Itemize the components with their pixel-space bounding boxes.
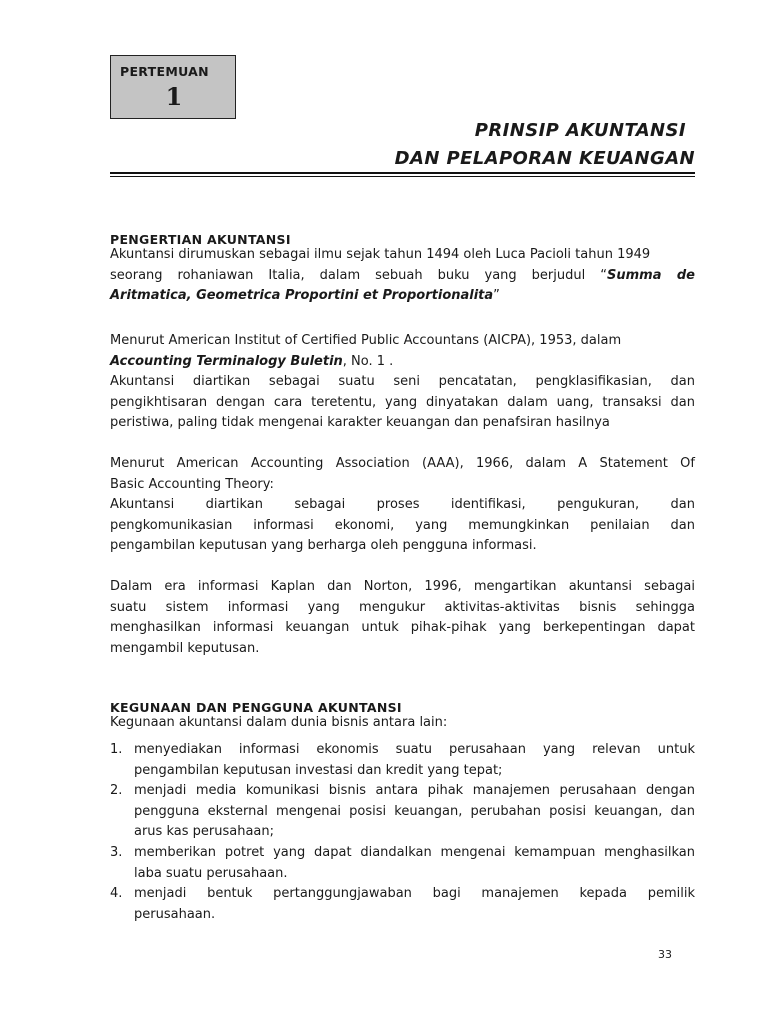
text-line: Kegunaan akuntansi dalam dunia bisnis antara lain: [110,715,448,730]
meeting-label: PERTEMUAN [120,64,209,79]
text-line: suatu sistem informasi yang mengukur aktivitas-aktivitas bisnis sehingga [110,599,695,615]
list-item [110,884,695,925]
text-span: seorang rohaniawan Italia, dalam sebuah buku yang berjudul “ [110,267,607,283]
text-line: pengkomunikasian informasi ekonomi, yang memungkinkan penilaian dan [110,517,695,533]
text-line: perusahaan. [134,906,216,922]
chapter-title-line-1: PRINSIP AKUNTANSI [474,120,686,141]
text-line: pengguna eksternal mengenai posisi keuangan, perubahan posisi keuangan, dan [134,803,695,819]
paragraph-pacioli [110,245,695,307]
text-line: menyediakan informasi ekonomis suatu perusahaan yang relevan untuk [134,742,695,757]
section-heading-kegunaan: KEGUNAAN DAN PENGGUNA AKUNTANSI [110,700,402,715]
text-line [110,286,695,307]
list-item [110,740,695,781]
book-title-italic: Summa de [606,267,695,283]
list-number: 4. [110,886,123,902]
list-item [110,781,695,843]
chapter-title-line-2: DAN PELAPORAN KEUANGAN [394,148,695,169]
list-item [110,843,695,884]
book-title-italic: Aritmatica, Geometrica Proportini et Proportionalita [110,288,494,304]
text-line: Dalam era informasi Kaplan dan Norton, 1996, mengartikan akuntansi sebagai [110,579,695,594]
paragraph-aicpa [110,331,695,434]
text-line: pengambilan keputusan yang berharga oleh pengguna informasi. [110,538,537,554]
text-span: ” [493,288,500,304]
text-span: , No. 1 . [342,353,394,369]
text-line: Menurut American Institut of Certified Public Accountans (AICPA), 1953, dalam [110,333,622,348]
kegunaan-intro [110,713,695,734]
page-number: 33 [658,948,672,961]
text-line: menjadi bentuk pertanggungjawaban bagi manajemen kepada pemilik [134,886,695,902]
text-line: peristiwa, paling tidak mengenai karakter keuangan dan penafsiran hasilnya [110,415,610,431]
text-line: Basic Accounting Theory: [110,476,274,492]
meeting-number: 1 [165,82,183,111]
text-line: menghasilkan informasi keuangan untuk pihak-pihak yang berkepentingan dapat [110,620,695,636]
paragraph-kaplan-norton [110,577,695,659]
title-rule-thick [110,172,695,174]
text-line: memberikan potret yang dapat diandalkan mengenai kemampuan menghasilkan [134,844,695,860]
meeting-box [110,55,236,119]
text-line [110,352,695,373]
text-line: pengambilan keputusan investasi dan kredit yang tepat; [134,762,503,778]
text-line: Akuntansi diartikan sebagai proses identifikasi, pengukuran, dan [110,497,695,513]
kegunaan-list [110,740,695,925]
text-line: Akuntansi diartikan sebagai suatu seni pencatatan, pengklasifikasian, dan [110,374,695,390]
text-line: arus kas perusahaan; [134,824,274,840]
bulletin-title-italic: Accounting Terminalogy Buletin [110,353,343,369]
text-line: laba suatu perusahaan. [134,865,288,881]
list-number: 2. [110,783,123,799]
text-line: mengambil keputusan. [110,640,260,656]
list-number: 3. [110,844,123,860]
text-line: Akuntansi dirumuskan sebagai ilmu sejak tahun 1494 oleh Luca Pacioli tahun 1949 [110,247,651,262]
list-number: 1. [110,742,123,757]
section-heading-pengertian: PENGERTIAN AKUNTANSI [110,232,291,247]
text-line: Menurut American Accounting Association (AAA), 1966, dalam A Statement Of [110,456,695,471]
text-line [110,266,695,287]
title-rule-thin [110,176,695,177]
text-line: pengikhtisaran dengan cara teretentu, yang dinyatakan dalam uang, transaksi dan [110,394,695,410]
text-line: menjadi media komunikasi bisnis antara pihak manajemen perusahaan dengan [134,783,695,799]
paragraph-aaa [110,454,695,557]
